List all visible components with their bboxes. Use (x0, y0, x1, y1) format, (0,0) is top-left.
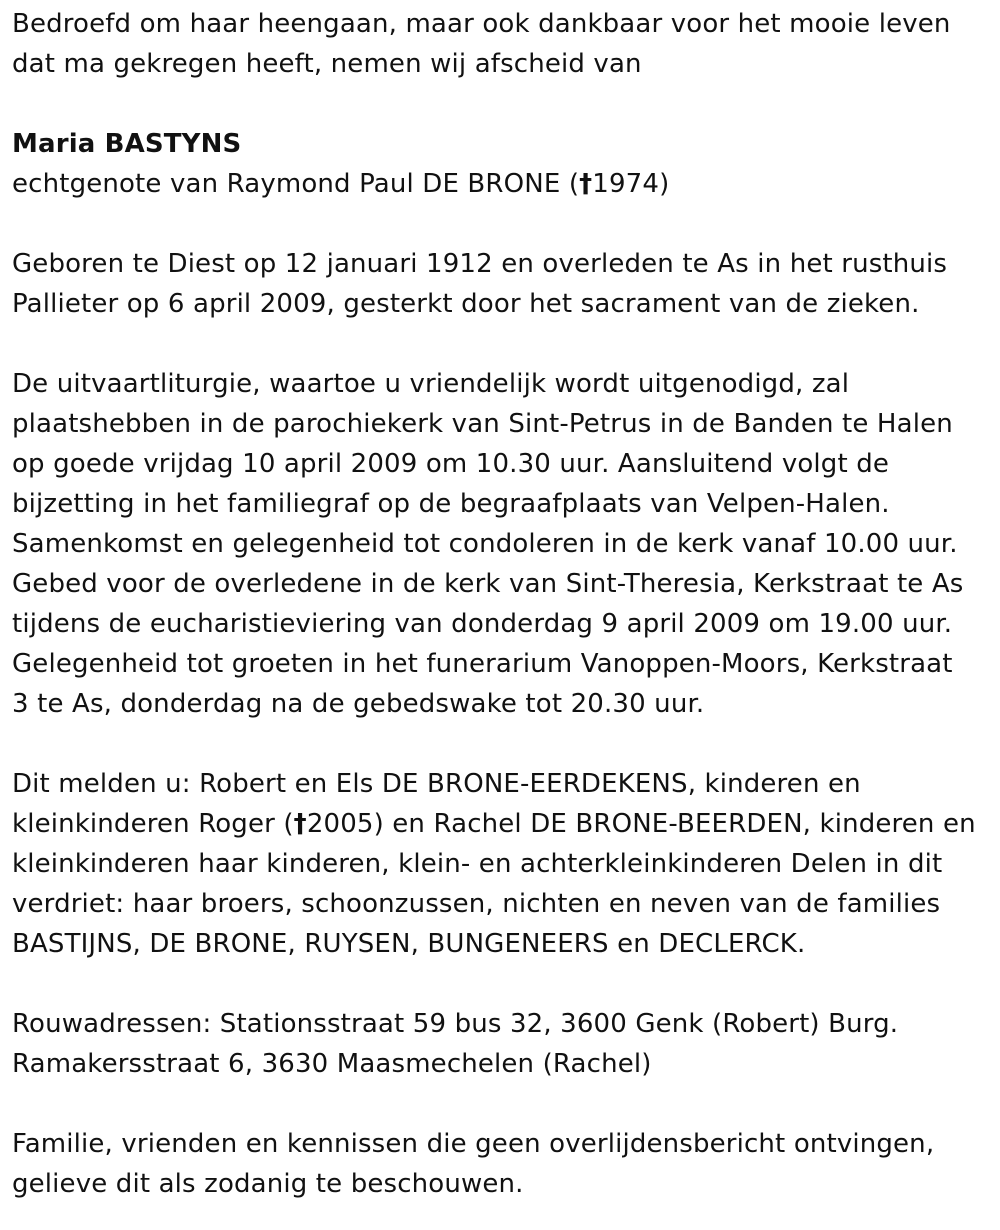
funeral-line: Gebed voor de overledene in de kerk van Sint-Theresia, Kerkstraat te As (12, 569, 964, 599)
birth-death-line-1: Geboren te Diest op 12 januari 1912 en overleden te As in het rusthuis (12, 249, 948, 279)
funeral-line: Gelegenheid tot groeten in het funerarium Vanoppen-Moors, Kerkstraat (12, 649, 953, 679)
funeral-line: tijdens de eucharistieviering van donderdag 9 april 2009 om 19.00 uur. (12, 609, 953, 639)
intro-line-2: dat ma gekregen heeft, nemen wij afscheid van (12, 49, 642, 79)
spouse-prefix: echtgenote van Raymond Paul DE BRONE ( (12, 169, 580, 199)
announced-line-5: BASTIJNS, DE BRONE, RUYSEN, BUNGENEERS en DECLERCK. (12, 929, 806, 959)
intro-line-1: Bedroefd om haar heengaan, maar ook dankbaar voor het mooie leven (12, 9, 951, 39)
spouse-line (12, 164, 992, 204)
deceased-name: Maria BASTYNS (12, 129, 242, 159)
announced-line-2 (12, 804, 992, 844)
funeral-line: plaatshebben in de parochiekerk van Sint-Petrus in de Banden te Halen (12, 409, 953, 439)
funeral-line: 3 te As, donderdag na de gebedswake tot 20.30 uur. (12, 689, 705, 719)
closing-paragraph (12, 1124, 992, 1204)
announced-line-4: verdriet: haar broers, schoonzussen, nichten en neven van de families (12, 889, 941, 919)
address-line-1: Rouwadressen: Stationsstraat 59 bus 32, 3600 Genk (Robert) Burg. (12, 1009, 899, 1039)
funeral-line: Samenkomst en gelegenheid tot condoleren in de kerk vanaf 10.00 uur. (12, 529, 958, 559)
intro-paragraph (12, 4, 992, 84)
addresses-paragraph (12, 1004, 992, 1084)
cross-icon: † (579, 169, 593, 199)
announced-by-paragraph (12, 764, 992, 964)
birth-death-paragraph (12, 244, 992, 324)
announced-line-2-suffix: 2005) en Rachel DE BRONE-BEERDEN, kinderen en (306, 809, 976, 839)
announced-line-2-prefix: kleinkinderen Roger ( (12, 809, 294, 839)
obituary-notice (12, 4, 992, 1204)
closing-line-2: gelieve dit als zodanig te beschouwen. (12, 1169, 524, 1199)
funeral-line: op goede vrijdag 10 april 2009 om 10.30 uur. Aansluitend volgt de (12, 449, 890, 479)
funeral-paragraph (12, 364, 992, 724)
announced-line-3: kleinkinderen haar kinderen, klein- en achterkleinkinderen Delen in dit (12, 849, 943, 879)
announced-line-1: Dit melden u: Robert en Els DE BRONE-EERDEKENS, kinderen en (12, 769, 861, 799)
spouse-suffix: 1974) (592, 169, 670, 199)
birth-death-line-2: Pallieter op 6 april 2009, gesterkt door het sacrament van de zieken. (12, 289, 920, 319)
closing-line-1: Familie, vrienden en kennissen die geen overlijdensbericht ontvingen, (12, 1129, 935, 1159)
funeral-line: De uitvaartliturgie, waartoe u vriendelijk wordt uitgenodigd, zal (12, 369, 850, 399)
cross-icon: † (293, 809, 307, 839)
funeral-line: bijzetting in het familiegraf op de begraafplaats van Velpen-Halen. (12, 489, 890, 519)
deceased-block (12, 124, 992, 204)
address-line-2: Ramakersstraat 6, 3630 Maasmechelen (Rachel) (12, 1049, 652, 1079)
